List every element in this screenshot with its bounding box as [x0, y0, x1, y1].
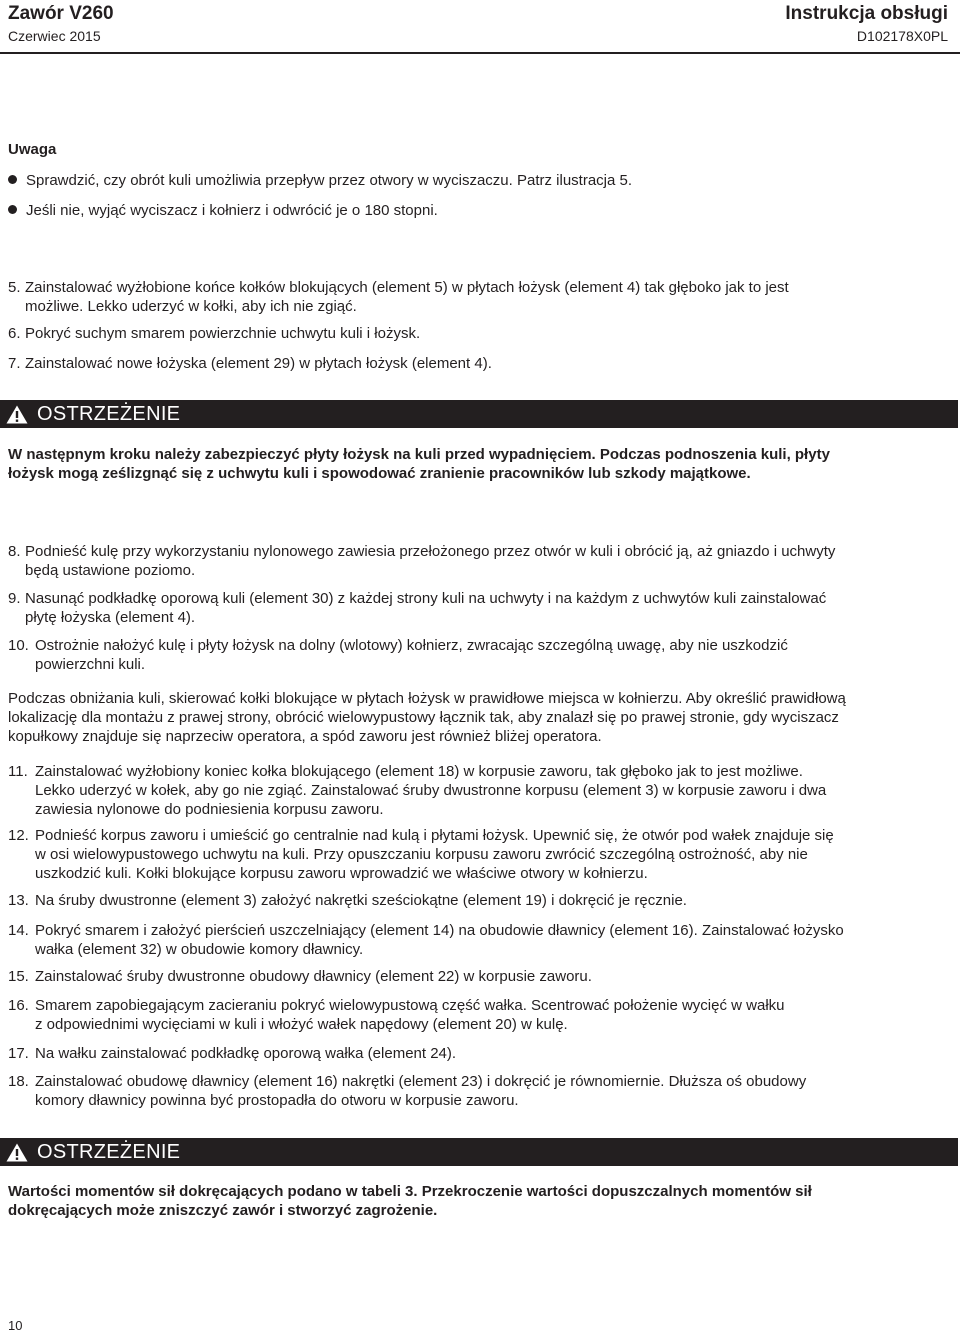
- bullet-dot-icon: [8, 175, 17, 184]
- header-divider: [0, 52, 960, 54]
- step-10: 10. Ostrożnie nałożyć kulę i płyty łożysk na dolny (wlotowy) kołnierz, zwracając szczególną uwagę, aby nie uszkodzić powierzchni kuli.: [8, 637, 788, 673]
- warning-triangle-icon: [6, 405, 28, 424]
- body-paragraph: Podczas obniżania kuli, skierować kołki blokujące w płytach łożysk w prawidłowe miejsca w kołnierzu. Aby określić prawidłową lokalizację dla montażu z prawej strony, obrócić wielowypustowy łącznik tak, aby znalazł się po prawej stronie, gdy wyciszacz kopułkowy znajduje się naprzeciw operatora, a spód zaworu jest również bliżej operatora.: [8, 690, 846, 745]
- page-number: 10: [8, 1318, 23, 1333]
- step-17: 17. Na wałku zainstalować podkładkę oporową wałka (element 24).: [8, 1045, 457, 1062]
- warning-text: Wartości momentów sił dokręcających podano w tabeli 3. Przekroczenie wartości dopuszczalnych momentów sił dokręcających może zniszczyć zawór i stworzyć zagrożenie.: [8, 1183, 812, 1219]
- warning-text: W następnym kroku należy zabezpieczyć płyty łożysk na kuli przed wypadnięciem. Podczas podnoszenia kuli, płyty łożysk mogą ześlizgnąć się z uchwytu kuli i spowodować zranienie pracowników lub szkody majątkowe.: [8, 446, 830, 482]
- step-8: 8. Podnieść kulę przy wykorzystaniu nylonowego zawiesia przełożonego przez otwór w kuli i obrócić ją, aż gniazdo i uchwyty będą ustawione poziomo.: [8, 543, 836, 579]
- step-14: 14. Pokryć smarem i założyć pierścień uszczelniający (element 14) na obudowie dławnicy (element 16). Zainstalować łożysko wałka (element 32) w obudowie komory dławnicy.: [8, 922, 844, 958]
- step-5: 5. Zainstalować wyżłobione końce kołków blokujących (element 5) w płytach łożysk (element 4) tak głęboko jak to jest możliwe. Lekko uderzyć w kołki, aby ich nie zgiąć.: [8, 279, 789, 315]
- step-18: 18. Zainstalować obudowę dławnicy (element 16) nakrętki (element 23) i dokręcić je równomiernie. Dłuższa oś obudowy komory dławnicy powinna być prostopadła do otworu w korpusie zaworu.: [8, 1073, 807, 1109]
- note-bullet: Sprawdzić, czy obrót kuli umożliwia przepływ przez otwory w wyciszaczu. Patrz ilustracja 5.: [8, 172, 632, 190]
- step-9: 9. Nasunąć podkładkę oporową kuli (element 30) z każdej strony kuli na uchwyty i na każdym z uchwytów kuli zainstalować płytę łożyska (element 4).: [8, 590, 827, 626]
- note-heading: Uwaga: [8, 141, 57, 158]
- document-code: D102178X0PL: [856, 28, 948, 44]
- warning-triangle-icon: [6, 1143, 28, 1162]
- note-bullet: Jeśli nie, wyjąć wyciszacz i kołnierz i odwrócić je o 180 stopni.: [8, 202, 438, 220]
- warning-banner: [0, 1138, 958, 1166]
- warning-banner: [0, 400, 958, 428]
- step-16: 16. Smarem zapobiegającym zacieraniu pokryć wielowypustową część wałka. Scentrować położenie wycięć w wałku z odpowiednimi wycięciami w kuli i włożyć wałek napędowy (element 20) w kulę.: [8, 997, 785, 1033]
- document-date: Czerwiec 2015: [8, 28, 101, 44]
- manual-title: Instrukcja obsługi: [785, 3, 948, 24]
- bullet-dot-icon: [8, 205, 17, 214]
- document-title: Zawór V260: [8, 3, 114, 24]
- step-11: 11. Zainstalować wyżłobiony koniec kołka blokującego (element 18) w korpusie zaworu, tak głęboko jak to jest możliwe. Lekko uderzyć w kołek, aby go nie zgiąć. Zainstalować śruby dwustronne korpusu (element 3) w korpusie zaworu i dwa zawiesia nylonowe do podniesienia korpusu zaworu.: [8, 763, 827, 818]
- warning-title: OSTRZEŻENIE: [37, 1141, 181, 1163]
- step-7: 7. Zainstalować nowe łożyska (element 29) w płytach łożysk (element 4).: [8, 355, 492, 372]
- step-12: 12. Podnieść korpus zaworu i umieścić go centralnie nad kulą i płytami łożysk. Upewnić się, że otwór pod wałek znajduje się w osi wielowypustowego uchwytu na kuli. Przy opuszczaniu korpusu zaworu zwrócić szczególną ostrożność, aby nie uszkodzić kuli. Kołki blokujące korpusu zaworu wprowadzić we właściwe otwory w kołnierzu.: [8, 827, 834, 882]
- step-13: 13. Na śruby dwustronne (element 3) założyć nakrętki sześciokątne (element 19) i dokręcić je ręcznie.: [8, 892, 687, 909]
- step-6: 6. Pokryć suchym smarem powierzchnie uchwytu kuli i łożysk.: [8, 325, 421, 342]
- step-15: 15. Zainstalować śruby dwustronne obudowy dławnicy (element 22) w korpusie zaworu.: [8, 968, 592, 985]
- warning-title: OSTRZEŻENIE: [37, 403, 181, 425]
